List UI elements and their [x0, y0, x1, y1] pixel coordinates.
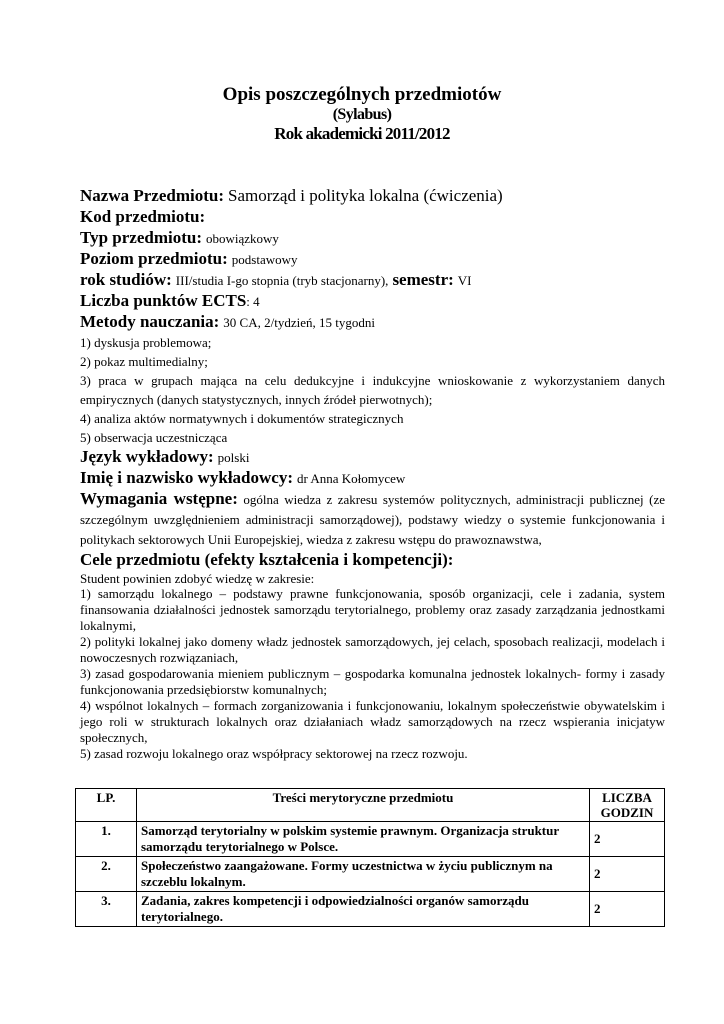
table-row: [76, 822, 665, 857]
column-header-hours: LICZBA GODZIN: [590, 789, 665, 822]
goals-row: [80, 550, 665, 571]
course-type-label: Typ przedmiotu:: [80, 228, 202, 247]
methods-item: 3) praca w grupach mająca na celu dedukcyjne i indukcyjne wnioskowanie z wykorzystaniem danych empirycznych (danych statystycznych, innych źródeł pierwotnych);: [80, 373, 665, 407]
language-row: [80, 447, 665, 468]
row-topic: Społeczeństwo zaangażowane. Formy uczestnictwa w życiu publicznym na szczeblu lokalnym.: [137, 857, 590, 892]
ects-row: [80, 291, 665, 312]
course-name-row: [80, 186, 665, 207]
methods-label: Metody nauczania:: [80, 312, 220, 331]
row-number: 1.: [76, 822, 137, 857]
requirements-block: [80, 489, 665, 550]
row-hours: 2: [590, 892, 665, 927]
goals-intro: Student powinien zdobyć wiedzę w zakresie:: [80, 571, 315, 586]
column-header-lp: LP.: [76, 789, 137, 822]
ects-label: Liczba punktów ECTS: [80, 291, 247, 310]
document-subtitle: (Sylabus): [332, 106, 392, 123]
semester-label: semestr:: [392, 270, 454, 289]
language-value: polski: [217, 450, 250, 465]
lecturer-label: Imię i nazwisko wykładowcy:: [80, 468, 293, 487]
goals-item: 3) zasad gospodarowania mieniem publicznym – gospodarka komunalna jednostek lokalnych- formy i zasady funkcjonowania przedsiębiorstw komunalnych;: [80, 666, 665, 697]
table-header-row: [76, 789, 665, 822]
table-row: [76, 892, 665, 927]
course-name-value: Samorząd i polityka lokalna (ćwiczenia): [228, 186, 503, 205]
methods-item: 2) pokaz multimedialny;: [80, 354, 208, 369]
column-header-topic: Treści merytoryczne przedmiotu: [137, 789, 590, 822]
course-type-value: obowiązkowy: [206, 231, 279, 246]
goals-item: 5) zasad rozwoju lokalnego oraz współpracy sektorowej na rzecz rozwoju.: [80, 746, 468, 761]
goals-item: 1) samorządu lokalnego – podstawy prawne funkcjonowania, sposób organizacji, cele i zadania, system finansowania działalności jednostek samorządu terytorialnego, problemy oraz zasady zarządzania jednostkami lokalnymi,: [80, 586, 665, 633]
ects-value: : 4: [246, 294, 260, 309]
study-year-row: [80, 270, 665, 291]
document-title: Opis poszczególnych przedmiotów: [222, 84, 502, 105]
course-type-row: [80, 228, 665, 249]
row-hours: 2: [590, 857, 665, 892]
requirements-value: ogólna wiedza z zakresu systemów politycznych, administracji publicznej (ze szczególnym uwzględnieniem administracji samorządowej), podstawy wiedzy o systemie funkcjonowania i politykach sektorowych Unii Europejskiej, wiedza z zakresu wstępu do prawoznawstwa,: [80, 492, 665, 547]
lecturer-value: dr Anna Kołomycew: [296, 471, 406, 486]
row-number: 3.: [76, 892, 137, 927]
methods-item: 5) obserwacja uczestnicząca: [80, 430, 228, 445]
title-block: [0, 84, 724, 144]
course-name-label: Nazwa Przedmiotu:: [80, 186, 224, 205]
language-label: Język wykładowy:: [80, 447, 214, 466]
methods-value: 30 CA, 2/tydzień, 15 tygodni: [223, 315, 375, 330]
row-topic: Samorząd terytorialny w polskim systemie prawnym. Organizacja struktur samorządu terytorialnego w Polsce.: [137, 822, 590, 857]
row-topic: Zadania, zakres kompetencji i odpowiedzialności organów samorządu terytorialnego.: [137, 892, 590, 927]
goals-item: 2) polityki lokalnej jako domeny władz jednostek samorządowych, jej celach, sposobach realizacji, modelach i nowoczesnych rozwiązaniach,: [80, 634, 665, 665]
methods-item: 1) dyskusja problemowa;: [80, 335, 212, 350]
course-code-label: Kod przedmiotu:: [80, 207, 206, 226]
row-number: 2.: [76, 857, 137, 892]
topics-table: [75, 788, 665, 927]
study-year-label: rok studiów:: [80, 270, 172, 289]
lecturer-row: [80, 468, 665, 489]
goals-label: Cele przedmiotu (efekty kształcenia i kompetencji):: [80, 550, 454, 569]
course-level-row: [80, 249, 665, 270]
study-year-value: III/studia I-go stopnia (tryb stacjonarny),: [175, 273, 389, 288]
table-row: [76, 857, 665, 892]
methods-row: [80, 312, 665, 333]
row-hours: 2: [590, 822, 665, 857]
course-code-row: [80, 207, 665, 228]
goals-item: 4) wspólnot lokalnych – formach zorganizowania i funkcjonowaniu, lokalnym społeczeństwie obywatelskim i jego roli w strukturach lokalnych oraz działaniach władz samorządowych na rzecz wspierania inicjatyw społecznych,: [80, 698, 665, 745]
requirements-label: Wymagania wstępne:: [80, 489, 238, 508]
academic-year: Rok akademicki 2011/2012: [274, 124, 450, 143]
semester-value: VI: [457, 273, 472, 288]
course-level-value: podstawowy: [231, 252, 298, 267]
course-level-label: Poziom przedmiotu:: [80, 249, 228, 268]
methods-item: 4) analiza aktów normatywnych i dokumentów strategicznych: [80, 411, 404, 426]
syllabus-content: [80, 186, 665, 762]
